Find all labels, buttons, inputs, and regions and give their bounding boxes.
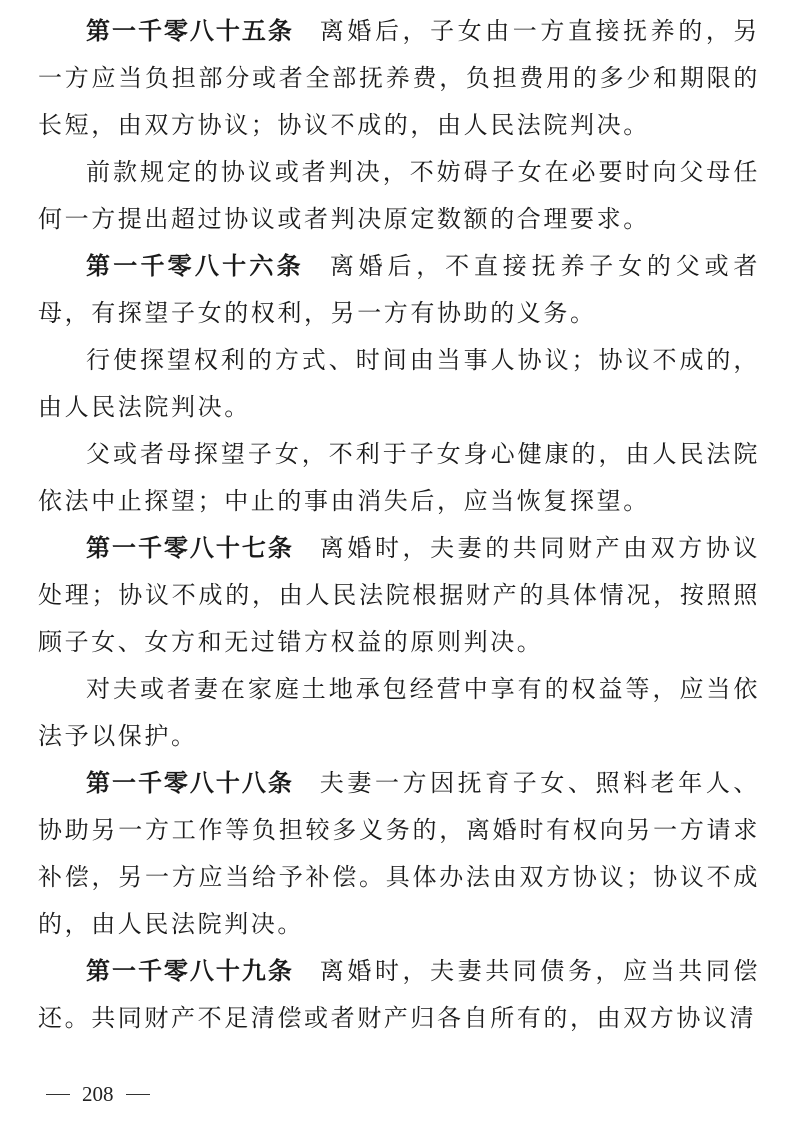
article-number: 第一千零八十五条 — [86, 17, 294, 45]
article-1087-para-2: 对夫或者妻在家庭土地承包经营中享有的权益等，应当依法予以保护。 — [38, 675, 760, 750]
article-number: 第一千零八十六条 — [86, 252, 304, 280]
footer-dash-left — [46, 1094, 70, 1095]
article-1088-para-1 — [38, 760, 760, 948]
article-1086-para-1 — [38, 243, 760, 337]
article-1087-para-1 — [38, 525, 760, 666]
article-text: 夫妻一方因抚育子女、照料老年人、协助另一方工作等负担较多义务的，离婚时有权向另一方请求补偿，另一方应当给予补偿。具体办法由双方协议；协议不成的，由人民法院判决。 — [38, 769, 760, 938]
article-number: 第一千零八十七条 — [86, 534, 294, 562]
article-text: 离婚时，夫妻共同债务，应当共同偿还。共同财产不足清偿或者财产归各自所有的，由双方协议清 — [38, 957, 760, 1032]
article-1085-para-2: 前款规定的协议或者判决，不妨碍子女在必要时向父母任何一方提出超过协议或者判决原定数额的合理要求。 — [38, 158, 760, 233]
footer-dash-right — [126, 1094, 150, 1095]
article-1089-para-1 — [38, 948, 760, 1042]
article-text: 离婚后，不直接抚养子女的父或者母，有探望子女的权利，另一方有协助的义务。 — [38, 252, 761, 327]
page-number: 208 — [82, 1082, 114, 1106]
page-footer — [34, 1082, 162, 1107]
article-text: 离婚后，子女由一方直接抚养的，另一方应当负担部分或者全部抚养费，负担费用的多少和期限的长短，由双方协议；协议不成的，由人民法院判决。 — [38, 17, 760, 139]
article-1086-para-3: 父或者母探望子女，不利于子女身心健康的，由人民法院依法中止探望；中止的事由消失后，应当恢复探望。 — [38, 440, 760, 515]
document-page — [38, 8, 760, 1042]
article-number: 第一千零八十八条 — [86, 769, 294, 797]
article-1085-para-1 — [38, 8, 760, 149]
article-number: 第一千零八十九条 — [86, 957, 294, 985]
article-text: 离婚时，夫妻的共同财产由双方协议处理；协议不成的，由人民法院根据财产的具体情况，按照照顾子女、女方和无过错方权益的原则判决。 — [38, 534, 760, 656]
article-1086-para-2: 行使探望权利的方式、时间由当事人协议；协议不成的，由人民法院判决。 — [38, 346, 760, 421]
